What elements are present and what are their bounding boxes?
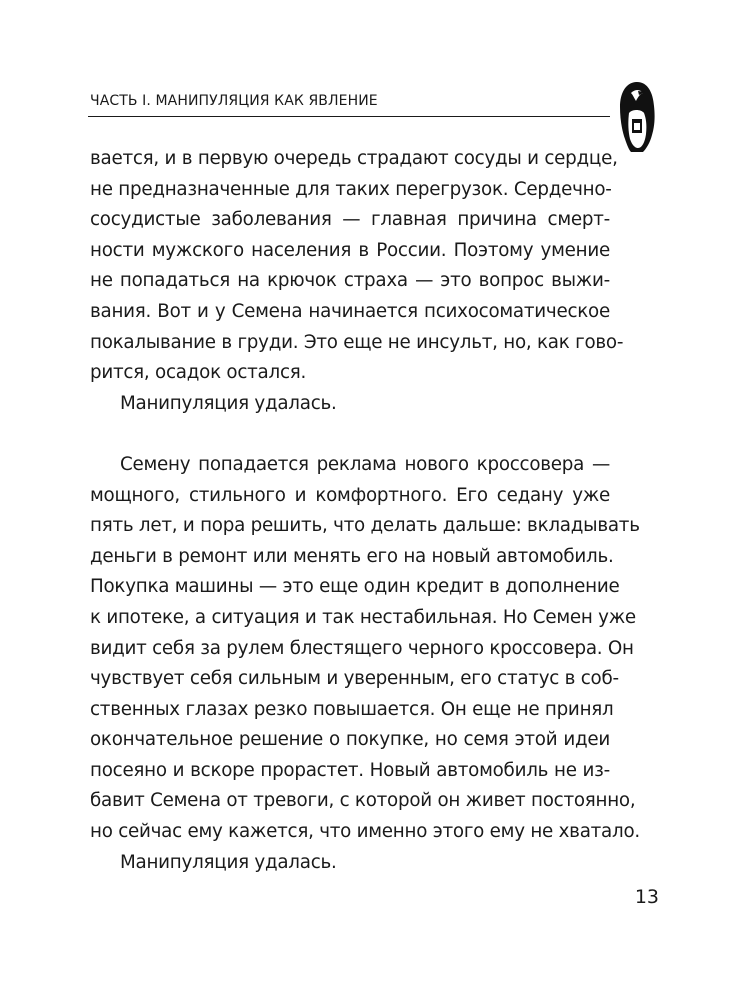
text-line: окончательное решение о покупке, но семя этой идеи — [90, 729, 610, 751]
text-line: не предназначенные для таких перегрузок. Сердечно- — [90, 178, 612, 200]
paragraph-gap — [90, 419, 610, 450]
text-line: покалывание в груди. Это еще не инсульт, но, как гово- — [90, 331, 624, 353]
text-line: ности мужского населения в России. Поэтому умение — [90, 239, 610, 261]
text-line: к ипотеке, а ситуация и так нестабильная. Но Семен уже — [90, 606, 636, 628]
text-line: вается, и в первую очередь страдают сосуды и сердце, — [90, 148, 618, 169]
text-line: сосудистые заболевания — главная причина смерт- — [90, 209, 610, 231]
text-line: пять лет, и пора решить, что делать дальше: вкладывать — [90, 515, 640, 537]
text-line: деньги в ремонт или менять его на новый автомобиль. — [90, 545, 614, 567]
penguin-logo-icon — [616, 79, 658, 155]
body-text — [90, 144, 640, 878]
text-line: посеяно и вскоре прорастет. Новый автомобиль не из- — [90, 759, 610, 781]
text-line: вания. Вот и у Семена начинается психосоматическое — [90, 300, 610, 322]
paragraph-conclusion: Манипуляция удалась. — [120, 851, 337, 873]
page-number: 13 — [634, 886, 659, 908]
text-line: рится, осадок остался. — [90, 362, 307, 384]
text-line: но сейчас ему кажется, что именно этого ему не хватало. — [90, 821, 640, 843]
running-head — [88, 92, 610, 117]
text-line: ственных глазах резко повышается. Он еще не принял — [90, 698, 614, 720]
text-line: не попадаться на крючок страха — это вопрос выжи- — [90, 270, 610, 292]
paragraph-conclusion: Манипуляция удалась. — [120, 392, 337, 414]
text-line: чувствует себя сильным и уверенным, его статус в соб- — [90, 668, 619, 690]
text-line: Покупка машины — это еще один кредит в дополнение — [90, 576, 620, 598]
text-line: мощного, стильного и комфортного. Его седану уже — [90, 484, 610, 506]
text-line: Семену попадается реклама нового кроссовера — — [120, 453, 610, 475]
running-head-title: ЧАСТЬ I. МАНИПУЛЯЦИЯ КАК ЯВЛЕНИЕ — [90, 93, 378, 109]
text-line: бавит Семена от тревоги, с которой он живет постоянно, — [90, 790, 636, 812]
text-line: видит себя за рулем блестящего черного кроссовера. Он — [90, 637, 634, 659]
